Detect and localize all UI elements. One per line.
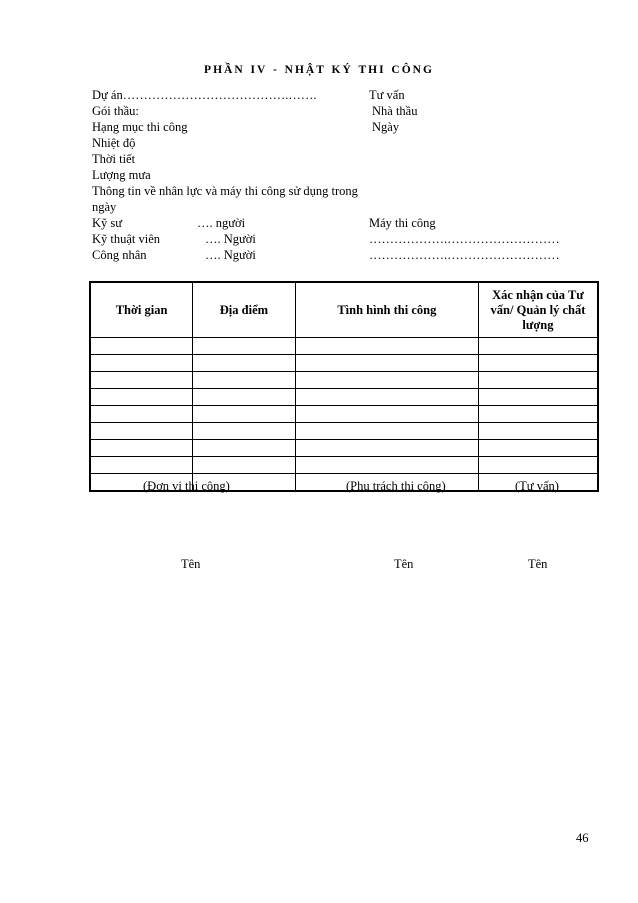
table-cell [478, 355, 598, 372]
engineer-label: Kỹ sư [92, 216, 123, 230]
machine-dots-2: ……………….……………………… [369, 248, 560, 262]
construction-unit-signature: (Đơn vị thi công) [143, 479, 230, 493]
temperature-label: Nhiệt độ [92, 136, 136, 150]
header-confirmation: Xác nhận của Tư vấn/ Quản lý chất lượng [478, 282, 598, 338]
consultant-signature: (Tư vấn) [515, 479, 559, 493]
table-row [90, 355, 598, 372]
project-label: Dự án………………………………….……. [92, 88, 317, 102]
table-cell [478, 440, 598, 457]
page-number: 46 [576, 831, 589, 845]
machine-dots-1: ……………….……………………… [369, 232, 560, 246]
technician-count: …. Người [205, 232, 256, 246]
table-cell [193, 440, 296, 457]
table-cell [193, 338, 296, 355]
table-cell [90, 389, 193, 406]
table-cell [90, 457, 193, 474]
table-cell [478, 423, 598, 440]
weather-label: Thời tiết [92, 152, 136, 166]
table-cell [295, 355, 478, 372]
table-row [90, 457, 598, 474]
table-cell [90, 372, 193, 389]
engineer-count: …. người [197, 216, 246, 230]
header-location: Địa điểm [193, 282, 296, 338]
technician-label: Kỹ thuật viên [92, 232, 161, 246]
page-title: PHẦN IV - NHẬT KÝ THI CÔNG [204, 64, 434, 76]
consultant-label: Tư vấn [369, 88, 405, 102]
table-cell [295, 338, 478, 355]
name-3: Tên [528, 557, 548, 571]
contractor-label: Nhà thầu [372, 104, 418, 118]
header-progress: Tình hình thi công [295, 282, 478, 338]
table-cell [295, 389, 478, 406]
worker-label: Công nhân [92, 248, 147, 262]
table-cell [295, 372, 478, 389]
table-cell [193, 406, 296, 423]
table-cell [193, 457, 296, 474]
table-cell [295, 423, 478, 440]
table-body [90, 338, 598, 492]
table-cell [478, 457, 598, 474]
table-cell [478, 372, 598, 389]
package-label: Gói thầu: [92, 104, 139, 118]
rainfall-label: Lượng mưa [92, 168, 151, 182]
table-cell [90, 440, 193, 457]
table-cell [295, 406, 478, 423]
date-label: Ngày [372, 120, 400, 134]
table-cell [90, 355, 193, 372]
site-manager-signature: (Phụ trách thi công) [346, 479, 446, 493]
name-2: Tên [394, 557, 414, 571]
resources-info-line-2: ngày [92, 200, 117, 214]
table-cell [90, 338, 193, 355]
table-row [90, 338, 598, 355]
table-cell [90, 423, 193, 440]
table-row [90, 389, 598, 406]
table-cell [295, 457, 478, 474]
work-item-label: Hạng mục thi công [92, 120, 188, 134]
table-cell [193, 389, 296, 406]
table-cell [478, 406, 598, 423]
table-cell [478, 389, 598, 406]
worker-count: …. Người [205, 248, 256, 262]
table-cell [193, 423, 296, 440]
table-cell [295, 440, 478, 457]
table-row [90, 440, 598, 457]
table-row [90, 372, 598, 389]
header-time: Thời gian [90, 282, 193, 338]
resources-info-line-1: Thông tin về nhân lực và máy thi công sử dụng trong [92, 184, 358, 198]
table-header-row [90, 282, 598, 338]
table-row [90, 423, 598, 440]
table-cell [193, 355, 296, 372]
table-cell [478, 338, 598, 355]
table-cell [193, 372, 296, 389]
machine-label: Máy thi công [369, 216, 436, 230]
table-cell [90, 406, 193, 423]
table-row [90, 406, 598, 423]
name-1: Tên [181, 557, 201, 571]
construction-log-table [89, 281, 599, 492]
